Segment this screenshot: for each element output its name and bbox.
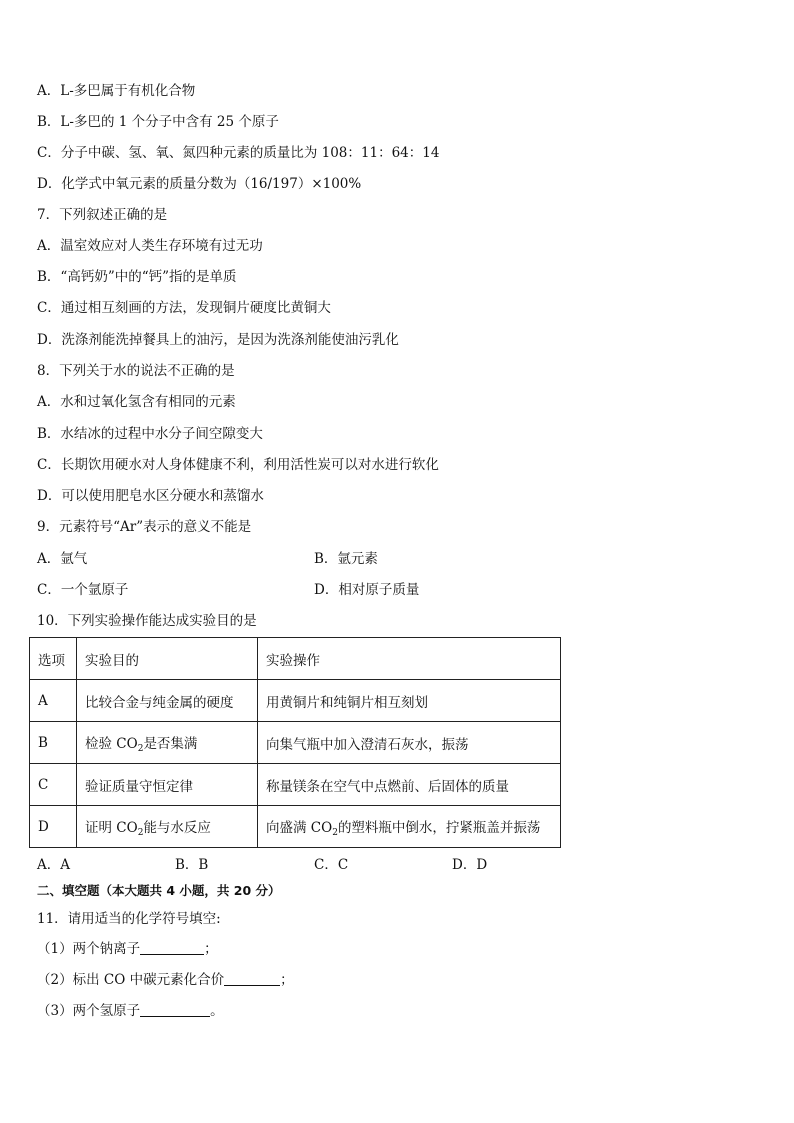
q6-option-a: A．L-多巴属于有机化合物 <box>37 83 196 99</box>
q9-option-c: C．一个氩原子 <box>37 582 129 598</box>
q10-answer-c: C．C <box>314 857 349 873</box>
q7-option-d: D．洗涤剂能洗掉餐具上的油污，是因为洗涤剂能使油污乳化 <box>37 332 399 348</box>
table-header-row <box>30 638 561 680</box>
table-row <box>30 764 561 806</box>
q11-item-2-label: （2）标出 CO 中碳元素化合价 <box>37 972 225 988</box>
q7-stem: 7．下列叙述正确的是 <box>37 207 168 223</box>
header-option: 选项 <box>30 638 77 680</box>
table-row <box>30 680 561 722</box>
table-row <box>30 806 561 848</box>
header-operation: 实验操作 <box>258 638 561 680</box>
q7-option-c: C．通过相互刻画的方法，发现铜片硬度比黄铜大 <box>37 300 331 316</box>
q11-item-3: （3）两个氢原子 。 <box>37 1003 224 1019</box>
q10-answer-d: D．D <box>452 857 488 873</box>
experiment-table <box>29 637 561 848</box>
row-operation: 向盛满 $CO_2$的塑料瓶中倒水，拧紧瓶盖并振荡 <box>258 806 561 848</box>
q6-option-b: B．L-多巴的 1 个分子中含有 25 个原子 <box>37 114 279 130</box>
q8-stem: 8．下列关于水的说法不正确的是 <box>37 363 235 379</box>
row-operation: 用黄铜片和纯铜片相互刻划 <box>258 680 561 722</box>
q9-stem: 9．元素符号“Ar”表示的意义不能是 <box>37 519 252 535</box>
row-option: C <box>30 764 77 806</box>
q11-item-1-label: （1）两个钠离子 <box>37 941 141 957</box>
q11-item-3-label: （3）两个氢原子 <box>37 1003 141 1019</box>
table-row <box>30 722 561 764</box>
q6-option-c: C．分子中碳、氢、氧、氮四种元素的质量比为 108：11：64：14 <box>37 145 440 161</box>
row-goal: 验证质量守恒定律 <box>77 764 258 806</box>
row-option: B <box>30 722 77 764</box>
answer-blank[interactable] <box>140 941 204 955</box>
row-operation: 称量镁条在空气中点燃前、后固体的质量 <box>258 764 561 806</box>
q9-option-a: A．氩气 <box>37 551 88 567</box>
q9-option-b: B．氩元素 <box>314 551 378 567</box>
q9-option-d: D．相对原子质量 <box>314 582 420 598</box>
row-operation: 向集气瓶中加入澄清石灰水，振荡 <box>258 722 561 764</box>
header-goal: 实验目的 <box>77 638 258 680</box>
row-option: D <box>30 806 77 848</box>
q11-item-2: （2）标出 CO 中碳元素化合价 ； <box>37 972 294 988</box>
section-2-title: 二、填空题（本大题共 4 小题，共 20 分） <box>37 883 281 898</box>
row-goal: 证明 $CO_2$能与水反应 <box>77 806 258 848</box>
answer-blank[interactable] <box>224 972 280 986</box>
q8-option-c: C．长期饮用硬水对人身体健康不利，利用活性炭可以对水进行软化 <box>37 457 439 473</box>
q8-option-b: B．水结冰的过程中水分子间空隙变大 <box>37 426 263 442</box>
answer-blank[interactable] <box>140 1003 210 1017</box>
q10-answer-a: A．A <box>37 857 70 873</box>
q8-option-a: A．水和过氧化氢含有相同的元素 <box>37 394 236 410</box>
q10-stem: 10．下列实验操作能达成实验目的是 <box>37 613 257 629</box>
q7-option-a: A．温室效应对人类生存环境有过无功 <box>37 238 263 254</box>
q6-option-d: D．化学式中氧元素的质量分数为（16/197）×100% <box>37 176 362 192</box>
q10-answer-b: B．B <box>175 857 209 873</box>
q11-stem: 11．请用适当的化学符号填空: <box>37 911 221 927</box>
row-option: A <box>30 680 77 722</box>
q7-option-b: B．“高钙奶”中的“钙”指的是单质 <box>37 269 237 285</box>
q11-item-1: （1）两个钠离子 ； <box>37 941 218 957</box>
row-goal: 比较合金与纯金属的硬度 <box>77 680 258 722</box>
row-goal: 检验 $CO_2$是否集满 <box>77 722 258 764</box>
q8-option-d: D．可以使用肥皂水区分硬水和蒸馏水 <box>37 488 264 504</box>
